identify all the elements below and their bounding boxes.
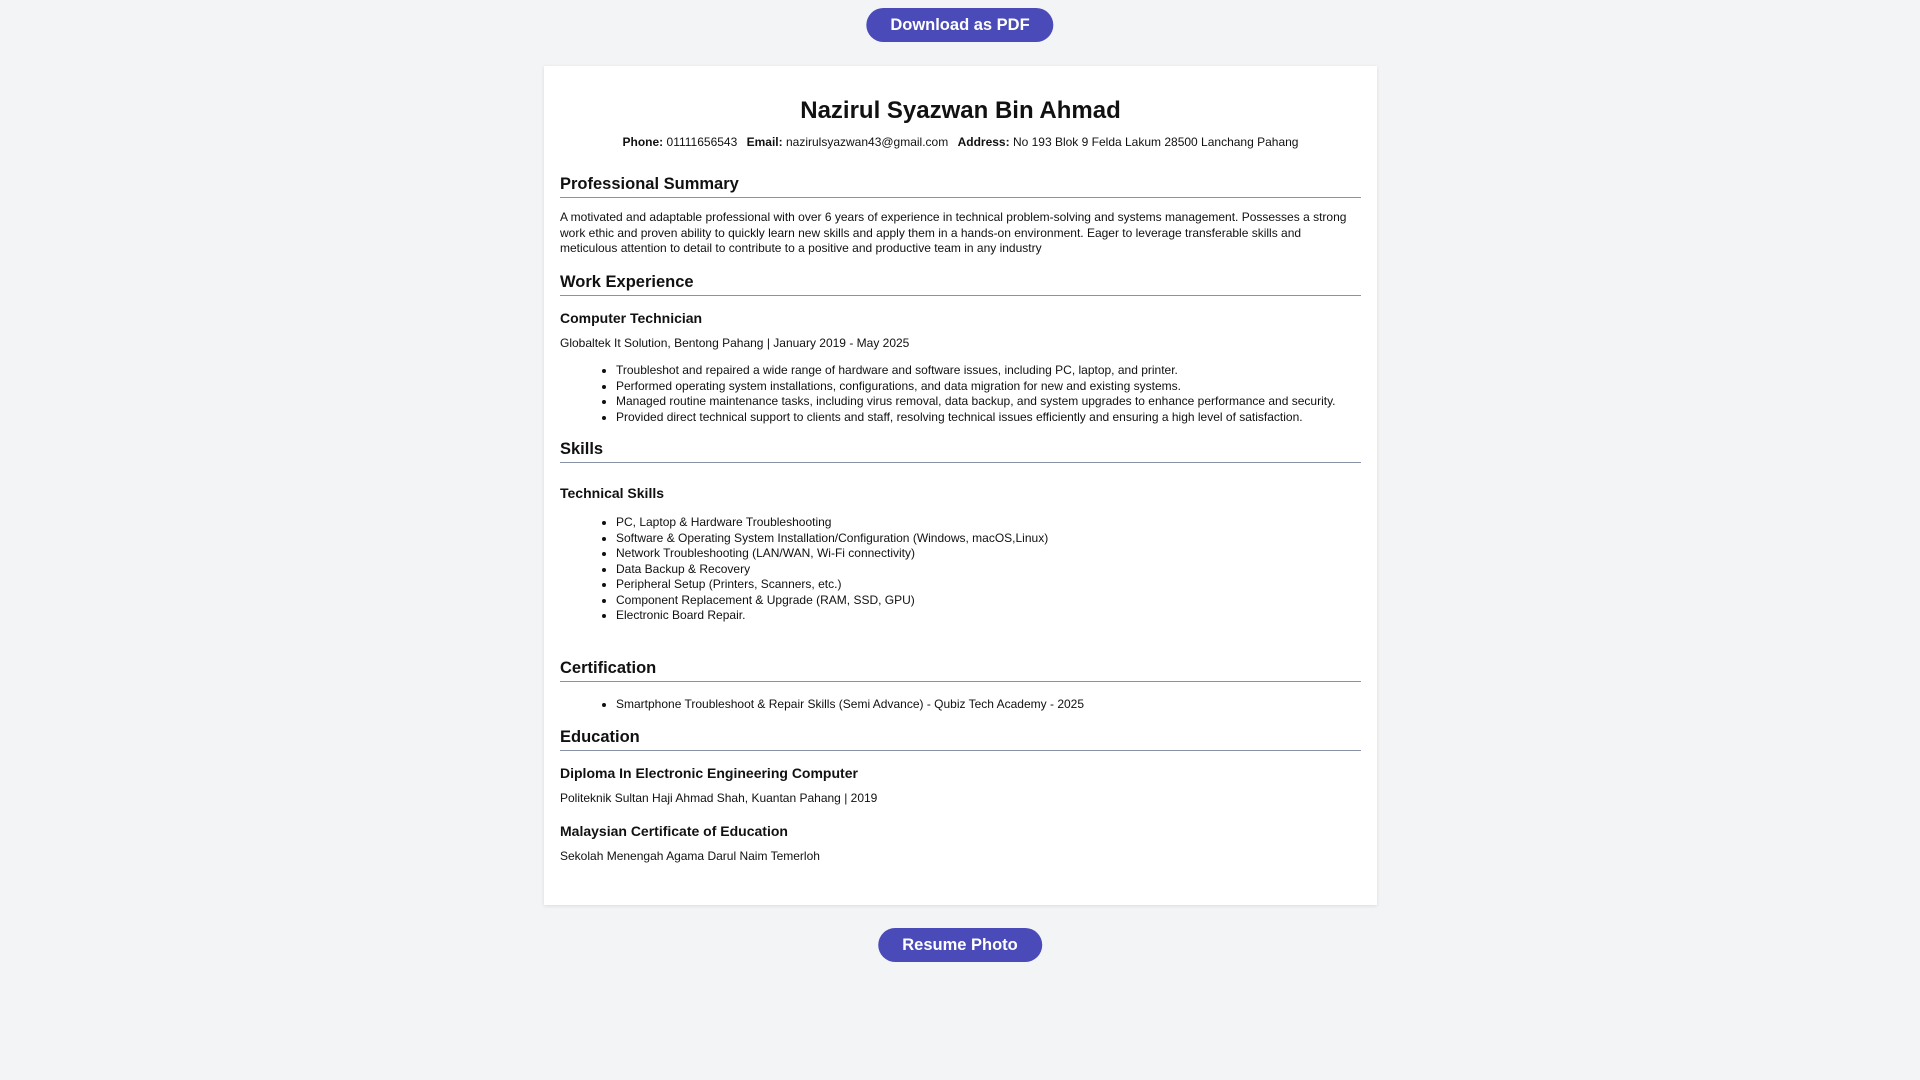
resume-photo-button[interactable]: Resume Photo: [878, 928, 1042, 962]
list-item: • Component Replacement & Upgrade (RAM, SSD, GPU): [616, 593, 1361, 609]
address-value: No 193 Blok 9 Felda Lakum 28500 Lanchang Pahang: [1012, 135, 1299, 149]
list-item: • Managed routine maintenance tasks, including virus removal, data backup, and system upgrades to enhance performance and security.: [616, 394, 1361, 410]
education-meta: Politeknik Sultan Haji Ahmad Shah, Kuantan Pahang | 2019: [560, 791, 878, 805]
education-degree: Malaysian Certificate of Education: [560, 822, 788, 839]
phone-label: Phone:: [622, 135, 664, 149]
contact-address: [958, 135, 1299, 149]
list-item: • Performed operating system installations, configurations, and data migration for new and existing systems.: [616, 379, 1361, 395]
list-item: • Data Backup & Recovery: [616, 562, 1361, 578]
email-value: nazirulsyazwan43@gmail.com: [785, 135, 949, 149]
list-item: • Smartphone Troubleshoot & Repair Skills (Semi Advance) - Qubiz Tech Academy - 2025: [616, 697, 1361, 713]
education-degree: Diploma In Electronic Engineering Computer: [560, 765, 858, 781]
certification-heading: Certification: [560, 658, 1361, 682]
skills-heading: Skills: [560, 439, 1361, 463]
contact-line: [560, 135, 1361, 150]
contact-phone: [623, 135, 738, 149]
summary-heading: Professional Summary: [560, 174, 1361, 198]
resume-name: Nazirul Syazwan Bin Ahmad: [800, 97, 1121, 124]
list-item: • Provided direct technical support to clients and staff, resolving technical issues efficiently and ensuring a high level of satisfaction.: [616, 410, 1361, 426]
email-label: Email:: [746, 135, 783, 149]
education-meta: Sekolah Menengah Agama Darul Naim Temerloh: [560, 848, 820, 863]
list-item: • Troubleshot and repaired a wide range of hardware and software issues, including PC, laptop, and printer.: [616, 363, 1361, 379]
education-heading: Education: [560, 727, 1361, 751]
experience-heading: Work Experience: [560, 272, 1361, 296]
list-item: • Software & Operating System Installation/Configuration (Windows, macOS,Linux): [616, 531, 1361, 547]
contact-email: [747, 135, 949, 149]
job-bullets: [560, 363, 1361, 425]
list-item: • Peripheral Setup (Printers, Scanners, etc.): [616, 577, 1361, 593]
list-item: • Network Troubleshooting (LAN/WAN, Wi-Fi connectivity): [616, 546, 1361, 562]
download-pdf-button[interactable]: Download as PDF: [866, 8, 1053, 42]
skills-subheading: Technical Skills: [560, 485, 665, 501]
skills-list: [560, 515, 1361, 624]
job-meta: Globaltek It Solution, Bentong Pahang | January 2019 - May 2025: [560, 335, 910, 350]
list-item: • Electronic Board Repair.: [616, 608, 1361, 624]
job-title: Computer Technician: [560, 309, 703, 326]
certification-list: [560, 697, 1361, 713]
resume-document: [544, 66, 1377, 905]
summary-text: A motivated and adaptable professional with over 6 years of experience in technical problem-solving and systems management. Possesses a strong work ethic and proven ability to quickly learn new skills and apply them in a hands-on environment. Eager to leverage transferable skills and meticulous attention to detail to contribute to a positive and productive team in any industry: [560, 210, 1347, 255]
address-label: Address:: [957, 135, 1010, 149]
phone-value: 01111656543: [666, 135, 738, 149]
list-item: • PC, Laptop & Hardware Troubleshooting: [616, 515, 1361, 531]
